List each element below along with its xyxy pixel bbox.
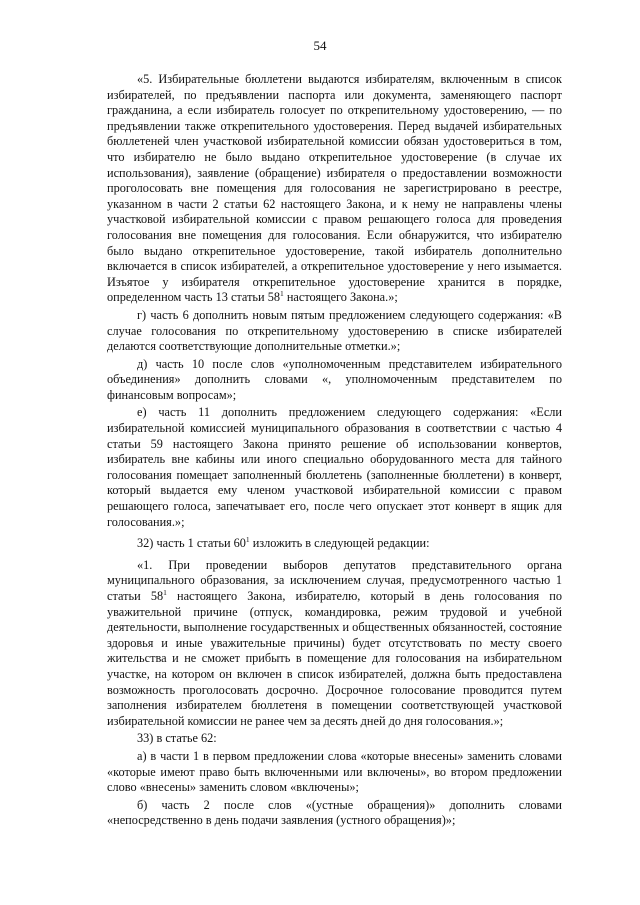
document-body <box>107 72 562 829</box>
paragraph-subitem-b: б) часть 2 после слов «(устные обращения)» дополнить словами «непосредственно в день подачи заявления (устного обращения)»; <box>107 797 562 828</box>
paragraph-subitem-a: а) в части 1 в первом предложении слова «которые внесены» заменить словами «которые имеют право быть включенными или включены», во втором предложении слово «внесены» заменить словом «включены»; <box>107 748 562 795</box>
paragraph-item-32: 32) часть 1 статьи $60^1$ изложить в следующей редакции: <box>137 535 430 551</box>
page-number: 54 <box>313 38 327 53</box>
paragraph-item-33: 33) в статье 62: <box>137 731 217 746</box>
paragraph-subitem-d: д) часть 10 после слов «уполномоченным представителем избирательного объединения» дополнить словами «, уполномоченным представителем по финансовым вопросам»; <box>107 356 562 402</box>
paragraph-subitem-g: г) часть 6 дополнить новым пятым предложением следующего содержания: «В случае голосования по открепительному удостоверению в списке избирателей делаются соответствующие дополнительные отметки.»; <box>107 307 562 354</box>
paragraph-article-60-1-part-1: «1. При проведении выборов депутатов представительного органа муниципального образования, за исключением случая, предусмотренного частью 1 статьи $58^1$ настоящего Закона, избирателю, который в день голосования по уважительной причине (отпуск, командировка, режим трудовой и учебной деятельности, выполнение государственных и общественных обязанностей, состояние здоровья и иные уважительные причины) будет отсутствовать по месту своего жительства и не сможет прибыть в помещение для голосования на избирательном участке, на котором он включен в список избирателей, должна быть предоставлена возможность проголосовать досрочно. Досрочное голосование проводится путем заполнения избирателем бюллетеня в помещении соответствующей участковой избирательной комиссии не ранее чем за десять дней до дня голосования.»; <box>107 557 562 728</box>
paragraph-item-5: «5. Избирательные бюллетени выдаются избирателям, включенным в список избирателей, по предъявлении паспорта или документа, заменяющего паспорт гражданина, а если избиратель голосует по открепительному удостоверению, — по предъявлении также открепительного удостоверения. Перед выдачей избирательных бюллетеней член участковой избирательной комиссии обязан удостовериться в том, что избирателю не было выдано открепительное удостоверение (в случае их использования), заявление (обращение) избирателя о предоставлении возможности проголосовать вне помещения для голосования не зарегистрировано в реестре, указанном в части 2 статьи 62 настоящего Закона, и к нему не направлены члены участковой избирательной комиссии с правом решающего голоса для проведения голосования вне помещения для голосования. Если обнаружится, что избирателю было выдано открепительное удостоверение, такой избиратель дополнительно включается в список избирателей, а открепительное удостоверение у него изымается. Изъятое у избирателя открепительное удостоверение хранится в порядке, определенном часть 13 статьи $58^1$ настоящего Закона.»; <box>107 72 562 305</box>
paragraph-subitem-e: е) часть 11 дополнить предложением следующего содержания: «Если избирательной комиссией муниципального образования в соответствии с частью 4 статьи 59 настоящего Закона принято решение об использовании конвертов, избиратель вне кабины или иного специально оборудованного места для тайного голосования помещает заполненный бюллетень (заполненные бюллетени) в конверт, который выдается ему членом участковой избирательной комиссии с правом решающего голоса, запечатывает его, после чего опускает этот конверт в ящик для голосования.»; <box>107 405 562 529</box>
